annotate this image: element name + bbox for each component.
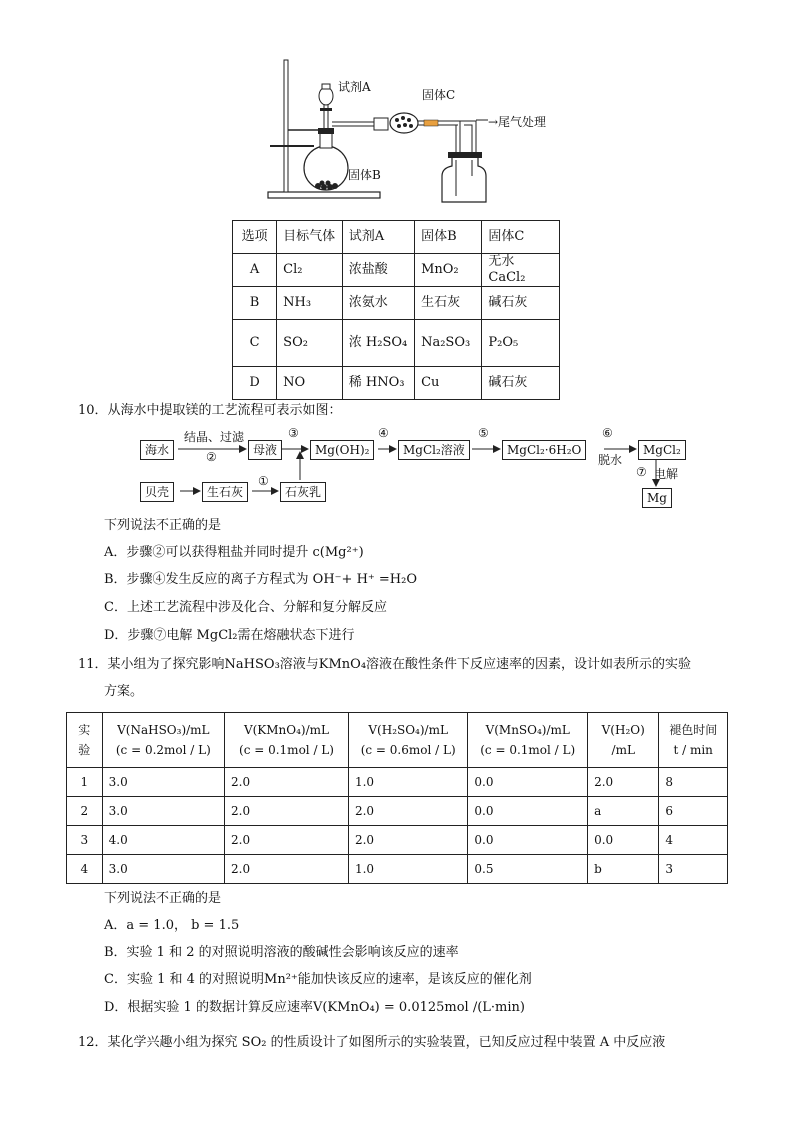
q12-stem: 12．某化学兴趣小组为探究 SO₂ 的性质设计了如图所示的实验装置，已知反应过程中装置 A 中反应液 bbox=[78, 1035, 666, 1050]
experiment-table-cell: 3 bbox=[67, 826, 103, 855]
flow-step-2: ② bbox=[206, 450, 217, 464]
options-table-header-cell: 选项 bbox=[233, 221, 277, 254]
q11-stem-line1: 11．某小组为了探究影响NaHSO₃溶液与KMnO₄溶液在酸性条件下反应速率的因素，设计如表所示的实验 bbox=[78, 657, 692, 672]
q10-option-a: A．步骤②可以获得粗盐并同时提升 c(Mg²⁺) bbox=[104, 545, 364, 560]
q10-stem: 10．从海水中提取镁的工艺流程可表示如图： bbox=[78, 403, 342, 418]
experiment-table-header-cell bbox=[102, 713, 224, 768]
options-table-cell: B bbox=[233, 287, 277, 320]
experiment-table-cell: 0.5 bbox=[468, 855, 588, 884]
label-tail-gas: →尾气处理 bbox=[488, 115, 547, 129]
q10-flowchart bbox=[130, 424, 700, 514]
experiment-table-cell: 3.0 bbox=[102, 768, 224, 797]
experiment-table-cell: 3.0 bbox=[102, 797, 224, 826]
header-line: 验 bbox=[78, 743, 91, 757]
options-table-header-cell: 目标气体 bbox=[277, 221, 343, 254]
header-line: V(NaHSO₃)/mL bbox=[117, 723, 210, 737]
label-reagent-a: 试剂A bbox=[338, 80, 371, 94]
experiment-table-cell: 3.0 bbox=[102, 855, 224, 884]
flow-step-7: ⑦ bbox=[636, 465, 647, 479]
options-table-cell: 碱石灰 bbox=[482, 287, 560, 320]
flow-step-6: ⑥ bbox=[602, 426, 613, 440]
q11-option-b: B．实验 1 和 2 的对照说明溶液的酸碱性会影响该反应的速率 bbox=[104, 945, 459, 960]
header-line: (c = 0.2mol / L) bbox=[115, 743, 211, 757]
header-line: 实 bbox=[78, 723, 91, 737]
experiment-table-cell: 8 bbox=[659, 768, 728, 797]
options-table-cell: MnO₂ bbox=[415, 254, 482, 287]
experiment-table-header-cell bbox=[468, 713, 588, 768]
experiment-table-cell: 2.0 bbox=[588, 768, 659, 797]
experiment-table-cell: 6 bbox=[659, 797, 728, 826]
apparatus-figure bbox=[262, 56, 562, 206]
header-line: (c = 0.6mol / L) bbox=[360, 743, 456, 757]
flow-mg: Mg bbox=[642, 488, 672, 508]
header-line: V(H₂SO₄)/mL bbox=[368, 723, 448, 737]
experiment-table bbox=[66, 712, 728, 884]
q11-option-d: D．根据实验 1 的数据计算反应速率V(KMnO₄) = 0.0125mol /(L·min) bbox=[104, 1000, 525, 1015]
options-table-header-row bbox=[233, 221, 560, 254]
experiment-table-cell: 1 bbox=[67, 768, 103, 797]
header-line: V(H₂O) bbox=[601, 723, 645, 737]
options-table-cell: NO bbox=[277, 367, 343, 400]
options-table-cell: Cl₂ bbox=[277, 254, 343, 287]
options-table-cell: A bbox=[233, 254, 277, 287]
header-line: V(MnSO₄)/mL bbox=[485, 723, 570, 737]
table-row bbox=[67, 768, 728, 797]
flow-mother-liquor: 母液 bbox=[248, 440, 282, 460]
experiment-table-cell: 0.0 bbox=[588, 826, 659, 855]
q10-prompt: 下列说法不正确的是 bbox=[104, 518, 222, 533]
flow-label-electrolysis: 电解 bbox=[654, 467, 679, 481]
experiment-table-header-cell bbox=[659, 713, 728, 768]
experiment-table-cell: 2 bbox=[67, 797, 103, 826]
experiment-table-cell: 3 bbox=[659, 855, 728, 884]
flow-quicklime: 生石灰 bbox=[202, 482, 248, 502]
options-table-cell: Na₂SO₃ bbox=[415, 320, 482, 367]
experiment-table-header-cell bbox=[225, 713, 349, 768]
options-table-cell: 碱石灰 bbox=[482, 367, 560, 400]
table-row bbox=[67, 797, 728, 826]
experiment-table-cell: 0.0 bbox=[468, 826, 588, 855]
experiment-table-cell: 4 bbox=[67, 855, 103, 884]
options-table-header-cell: 固体C bbox=[482, 221, 560, 254]
options-table-cell: 无水 CaCl₂ bbox=[482, 254, 560, 287]
options-table-cell: 浓盐酸 bbox=[342, 254, 414, 287]
flow-step-3: ③ bbox=[288, 426, 299, 440]
options-table-cell: 稀 HNO₃ bbox=[342, 367, 414, 400]
flow-mgoh2: Mg(OH)₂ bbox=[310, 440, 374, 460]
label-solid-b: 固体B bbox=[348, 168, 381, 182]
options-table-cell: D bbox=[233, 367, 277, 400]
q10-option-c: C．上述工艺流程中涉及化合、分解和复分解反应 bbox=[104, 600, 387, 615]
experiment-table-cell: 0.0 bbox=[468, 797, 588, 826]
options-table-cell: SO₂ bbox=[277, 320, 343, 367]
experiment-table-body bbox=[67, 713, 728, 884]
experiment-table-cell: 2.0 bbox=[225, 797, 349, 826]
flow-step-4: ④ bbox=[378, 426, 389, 440]
header-line: 褪色时间 bbox=[669, 723, 718, 737]
options-table-cell: P₂O₅ bbox=[482, 320, 560, 367]
table-row bbox=[233, 367, 560, 400]
experiment-table-header-cell bbox=[67, 713, 103, 768]
header-line: (c = 0.1mol / L) bbox=[480, 743, 576, 757]
options-table-cell: 生石灰 bbox=[415, 287, 482, 320]
header-line: V(KMnO₄)/mL bbox=[243, 723, 330, 737]
experiment-table-header-cell bbox=[588, 713, 659, 768]
table-row bbox=[233, 287, 560, 320]
flow-label-dehydrate: 脱水 bbox=[598, 453, 623, 467]
experiment-table-cell: 4 bbox=[659, 826, 728, 855]
options-table-header-cell: 试剂A bbox=[342, 221, 414, 254]
q11-stem-line2: 方案。 bbox=[104, 684, 144, 699]
experiment-table-cell: 2.0 bbox=[225, 855, 349, 884]
options-table-body bbox=[233, 221, 560, 400]
experiment-table-cell: 2.0 bbox=[348, 826, 467, 855]
experiment-table-header-cell bbox=[348, 713, 467, 768]
q10-option-d: D．步骤⑦电解 MgCl₂需在熔融状态下进行 bbox=[104, 628, 355, 643]
q10-option-b: B．步骤④发生反应的离子方程式为 OH⁻+ H⁺ =H₂O bbox=[104, 572, 417, 587]
experiment-table-cell: 4.0 bbox=[102, 826, 224, 855]
table-row bbox=[67, 855, 728, 884]
experiment-table-header-row bbox=[67, 713, 728, 768]
options-table-cell: 浓 H₂SO₄ bbox=[342, 320, 414, 367]
flow-mgcl2-hydrate: MgCl₂·6H₂O bbox=[502, 440, 586, 460]
flow-mgcl2-solution: MgCl₂溶液 bbox=[398, 440, 470, 460]
experiment-table-cell: 2.0 bbox=[348, 797, 467, 826]
flow-step-1: ① bbox=[258, 474, 269, 488]
q11-option-a: A．a = 1.0， b = 1.5 bbox=[104, 918, 240, 933]
options-table bbox=[232, 220, 560, 400]
flow-seawater: 海水 bbox=[140, 440, 174, 460]
header-line: (c = 0.1mol / L) bbox=[239, 743, 334, 757]
table-row bbox=[233, 254, 560, 287]
flow-label-crystallize: 结晶、过滤 bbox=[184, 430, 245, 444]
experiment-table-cell: b bbox=[588, 855, 659, 884]
flow-lime-milk: 石灰乳 bbox=[280, 482, 326, 502]
options-table-cell: NH₃ bbox=[277, 287, 343, 320]
experiment-table-cell: 1.0 bbox=[348, 768, 467, 797]
table-row bbox=[233, 320, 560, 367]
q11-option-c: C．实验 1 和 4 的对照说明Mn²⁺能加快该反应的速率，是该反应的催化剂 bbox=[104, 972, 532, 987]
options-table-cell: 浓氨水 bbox=[342, 287, 414, 320]
experiment-table-cell: a bbox=[588, 797, 659, 826]
options-table-cell: Cu bbox=[415, 367, 482, 400]
flow-shell: 贝壳 bbox=[140, 482, 174, 502]
label-solid-c: 固体C bbox=[422, 88, 456, 102]
flow-step-5: ⑤ bbox=[478, 426, 489, 440]
q11-prompt: 下列说法不正确的是 bbox=[104, 891, 222, 906]
header-line: t / min bbox=[673, 743, 713, 757]
experiment-table-cell: 2.0 bbox=[225, 768, 349, 797]
flow-mgcl2: MgCl₂ bbox=[638, 440, 686, 460]
experiment-table-cell: 2.0 bbox=[225, 826, 349, 855]
apparatus-drawing bbox=[262, 56, 562, 206]
options-table-cell: C bbox=[233, 320, 277, 367]
options-table-header-cell: 固体B bbox=[415, 221, 482, 254]
experiment-table-cell: 1.0 bbox=[348, 855, 467, 884]
table-row bbox=[67, 826, 728, 855]
experiment-table-cell: 0.0 bbox=[468, 768, 588, 797]
header-line: /mL bbox=[611, 743, 635, 757]
